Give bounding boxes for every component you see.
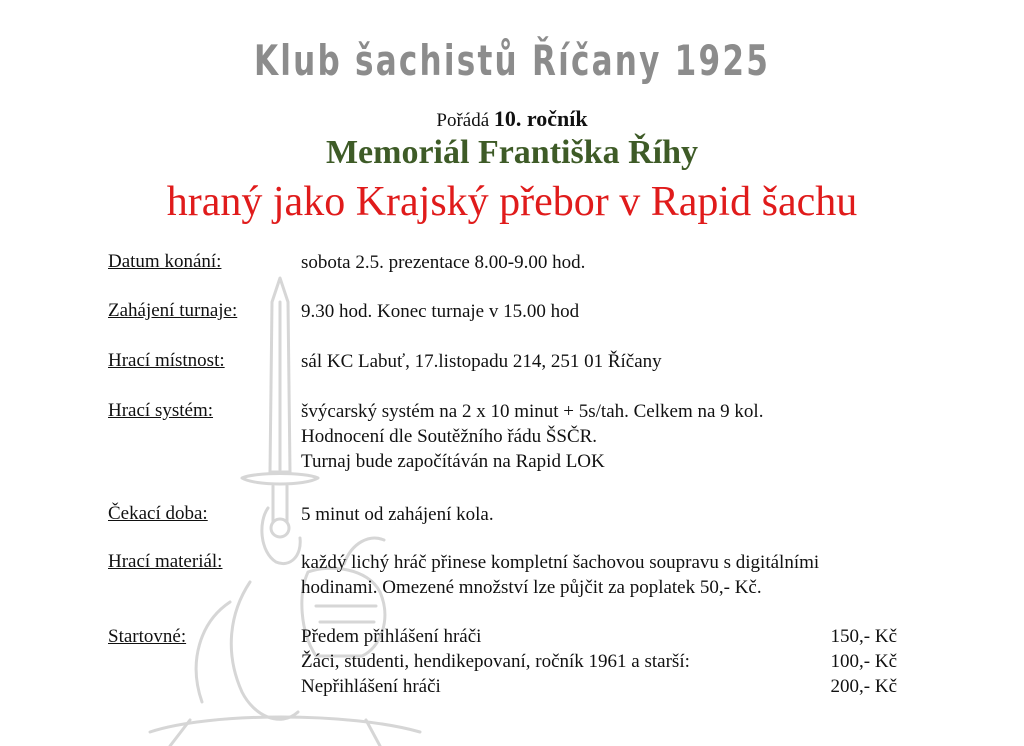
material-line: hodinami. Omezené množství lze půjčit za poplatek 50,- Kč. — [301, 577, 762, 598]
memorial-title: Memoriál Františka Říhy — [325, 134, 699, 171]
material-line: každý lichý hráč přinese kompletní šachovou soupravu s digitálními — [301, 552, 820, 573]
date-label: Datum konání: — [108, 251, 222, 272]
organizer-prefix: Pořádá — [436, 110, 490, 131]
material-label: Hrací materiál: — [108, 551, 223, 572]
system-line: švýcarský systém na 2 x 10 minut + 5s/tah. Celkem na 9 kol. — [301, 401, 764, 422]
start-line: 9.30 hod. Konec turnaje v 15.00 hod — [301, 301, 580, 322]
start-value — [301, 299, 579, 324]
edition-number: 10. ročník — [493, 106, 588, 131]
date-value — [301, 250, 585, 275]
fee-price: 150,- Kč — [830, 626, 897, 647]
venue-label: Hrací místnost: — [108, 350, 225, 371]
system-value — [301, 399, 763, 474]
fee-name: Žáci, studenti, hendikepovaní, ročník 1961 a starší: — [301, 651, 690, 672]
fee-price: 200,- Kč — [830, 676, 897, 697]
system-line: Hodnocení dle Soutěžního řádu ŠSČR. — [301, 426, 598, 447]
organizer-line — [0, 106, 1024, 132]
tournament-subtitle: hraný jako Krajský přebor v Rapid šachu — [166, 179, 858, 225]
fees-label: Startovné: — [108, 626, 187, 647]
waiting-value — [301, 502, 494, 527]
date-line: sobota 2.5. prezentace 8.00-9.00 hod. — [301, 252, 586, 273]
waiting-label: Čekací doba: — [108, 503, 208, 524]
material-value — [301, 550, 819, 600]
venue-value — [301, 349, 662, 374]
fee-name: Nepřihlášení hráči — [301, 676, 441, 697]
start-label: Zahájení turnaje: — [108, 300, 238, 321]
waiting-line: 5 minut od zahájení kola. — [301, 504, 494, 525]
fee-price: 100,- Kč — [830, 651, 897, 672]
venue-line: sál KC Labuť, 17.listopadu 214, 251 01 Říčany — [301, 351, 662, 372]
fee-name: Předem přihlášení hráči — [301, 626, 482, 647]
system-label: Hrací systém: — [108, 400, 214, 421]
club-title: Klub šachistů Říčany 1925 — [253, 36, 771, 85]
system-line: Turnaj bude započítáván na Rapid LOK — [301, 451, 605, 472]
